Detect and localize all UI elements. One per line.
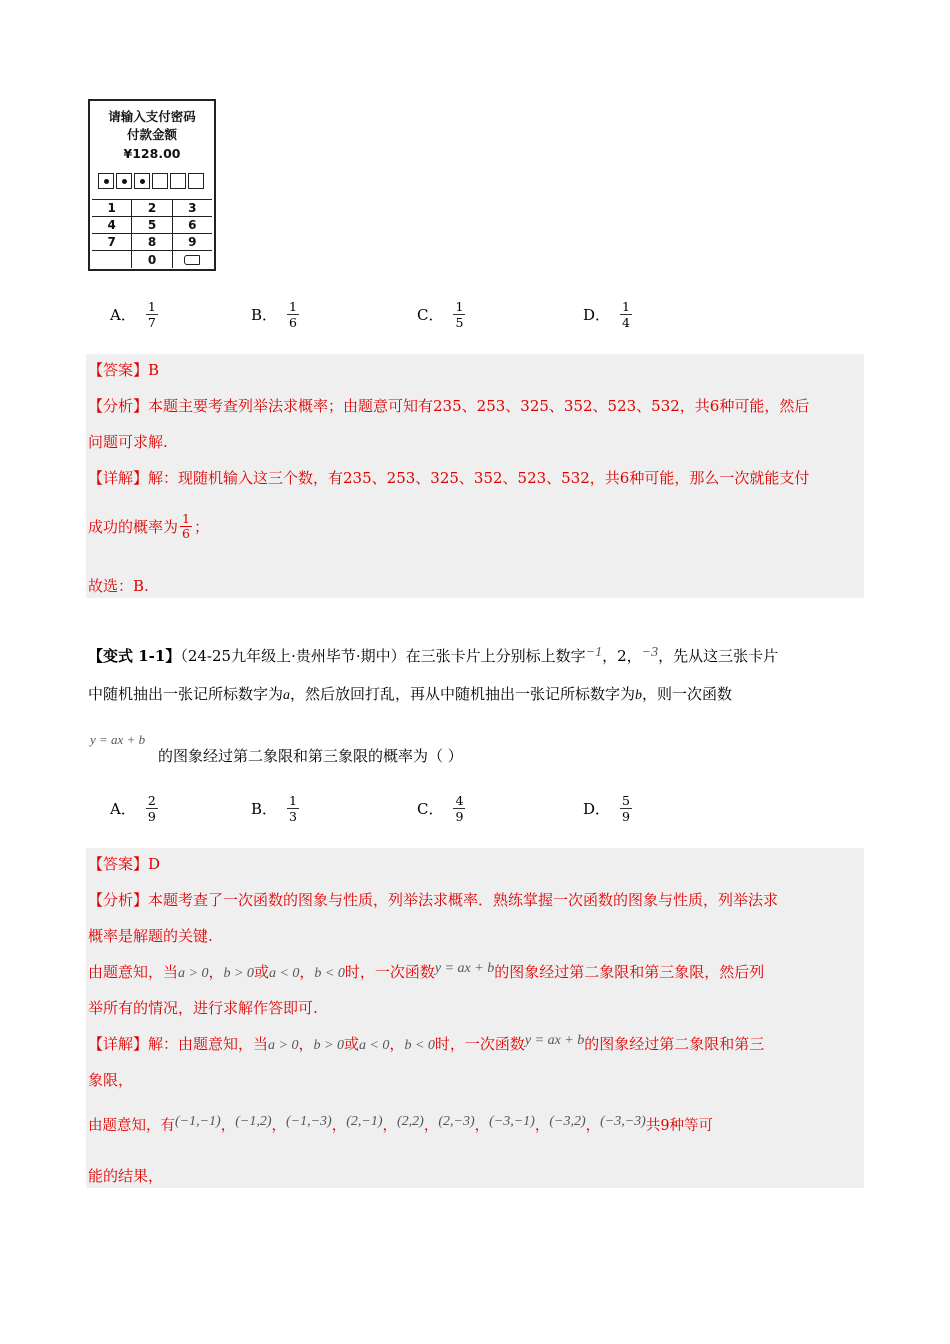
- password-box-filled: [98, 173, 114, 189]
- q2-option-a: A． $\frac{2}{9}$: [110, 793, 156, 824]
- pair: (2,2): [397, 1114, 424, 1129]
- key-0: 0: [132, 251, 172, 268]
- q1-option-a: A． $\frac{1}{7}$: [110, 299, 156, 330]
- pair: (−1,2): [235, 1114, 272, 1129]
- pair: (2,−1): [346, 1114, 383, 1129]
- key-1: 1: [92, 200, 132, 216]
- pair: (−3,−1): [489, 1114, 535, 1129]
- delete-key: [173, 251, 212, 268]
- key-4: 4: [92, 217, 132, 233]
- password-boxes: [98, 173, 206, 191]
- q2-detail-line4: 能的结果，: [88, 1167, 164, 1185]
- key-5: 5: [132, 217, 172, 233]
- key-3: 3: [188, 201, 197, 215]
- key-8: 8: [132, 234, 172, 250]
- key-7: 7: [92, 234, 132, 250]
- pair: (−3,−3): [600, 1114, 646, 1129]
- keypad-grid: [92, 199, 212, 270]
- q2-option-b: B． $\frac{1}{3}$: [251, 793, 297, 824]
- q2-stem-line2: 中随机抽出一张记所标数字为a，然后放回打乱，再从中随机抽出一张记所标数字为b，则一次函数: [88, 685, 733, 703]
- pair: (2,−3): [438, 1114, 475, 1129]
- keypad-amount: ¥128.00: [123, 146, 181, 161]
- q2-analysis-line4: 举所有的情况，进行求解作答即可.: [88, 999, 318, 1017]
- key-9: 9: [188, 235, 197, 249]
- q2-analysis-line2: 概率是解题的关键.: [88, 927, 213, 945]
- q2-analysis-line3: 由题意知，当a > 0，b > 0或a < 0，b < 0时，一次函数y = ax + b的图象经过第二象限和第三象限，然后列: [88, 961, 765, 981]
- q1-option-c: C． $\frac{1}{5}$: [417, 299, 464, 330]
- q1-detail-line1: 【详解】解：现随机输入这三个数，有235、253、325、352、523、532，共6种可能，那么一次就能支付: [88, 469, 810, 487]
- password-box-filled: [134, 173, 150, 189]
- q1-answer: 【答案】B: [88, 361, 160, 379]
- q2-stem-line1: 【变式 1-1】（24-25九年级上·贵州毕节·期中）在三张卡片上分别标上数字−1，2，−3，先从这三张卡片: [88, 645, 779, 665]
- password-box-empty: [188, 173, 204, 189]
- q1-analysis-line2: 问题可求解.: [88, 433, 168, 451]
- q2-stem-line3: 的图象经过第二象限和第三象限的概率为（ ）: [158, 747, 463, 765]
- password-box-empty: [152, 173, 168, 189]
- password-box-filled: [116, 173, 132, 189]
- q2-detail-line2: 象限，: [88, 1071, 134, 1089]
- q1-detail-line2: 成功的概率为 $\frac{1}{6}$ ；: [88, 511, 209, 541]
- q2-detail-line1: 【详解】解：由题意知，当a > 0，b > 0或a < 0，b < 0时，一次函数y = ax + b的图象经过第二象限和第三: [88, 1033, 765, 1053]
- q2-formula: y = ax + b: [90, 732, 146, 747]
- q1-conclusion: 故选：B.: [88, 577, 149, 595]
- q2-option-c: C． $\frac{4}{9}$: [417, 793, 464, 824]
- password-box-empty: [170, 173, 186, 189]
- q2-tag: 【变式 1-1】: [88, 647, 181, 665]
- q1-option-b: B． $\frac{1}{6}$: [251, 299, 297, 330]
- q2-detail-line3: 由题意知，有(−1,−1)，(−1,2)，(−1,−3)，(2,−1)，(2,2)，(2,−3)，(−3,−1)，(−3,2)，(−3,−3)共9种等可: [88, 1114, 714, 1134]
- key-2: 2: [132, 200, 172, 216]
- pair: (−1,−1): [175, 1114, 221, 1129]
- keypad-title: 请输入支付密码: [108, 109, 196, 124]
- q2-answer: 【答案】D: [88, 855, 161, 873]
- key-6: 6: [188, 218, 197, 232]
- pair: (−1,−3): [286, 1114, 332, 1129]
- pair: (−3,2): [549, 1114, 586, 1129]
- key-blank: [92, 251, 132, 268]
- payment-keypad-image: [88, 99, 216, 271]
- q1-analysis-line1: 【分析】本题主要考查列举法求概率；由题意可知有235、253、325、352、523、532，共6种可能，然后: [88, 397, 810, 415]
- keypad-amount-label: 付款金额: [126, 127, 177, 142]
- backspace-icon: [184, 255, 200, 265]
- q2-option-d: D． $\frac{5}{9}$: [583, 793, 630, 824]
- q2-analysis-line1: 【分析】本题考查了一次函数的图象与性质，列举法求概率．熟练掌握一次函数的图象与性质，列举法求: [88, 891, 779, 909]
- q1-option-d: D． $\frac{1}{4}$: [583, 299, 630, 330]
